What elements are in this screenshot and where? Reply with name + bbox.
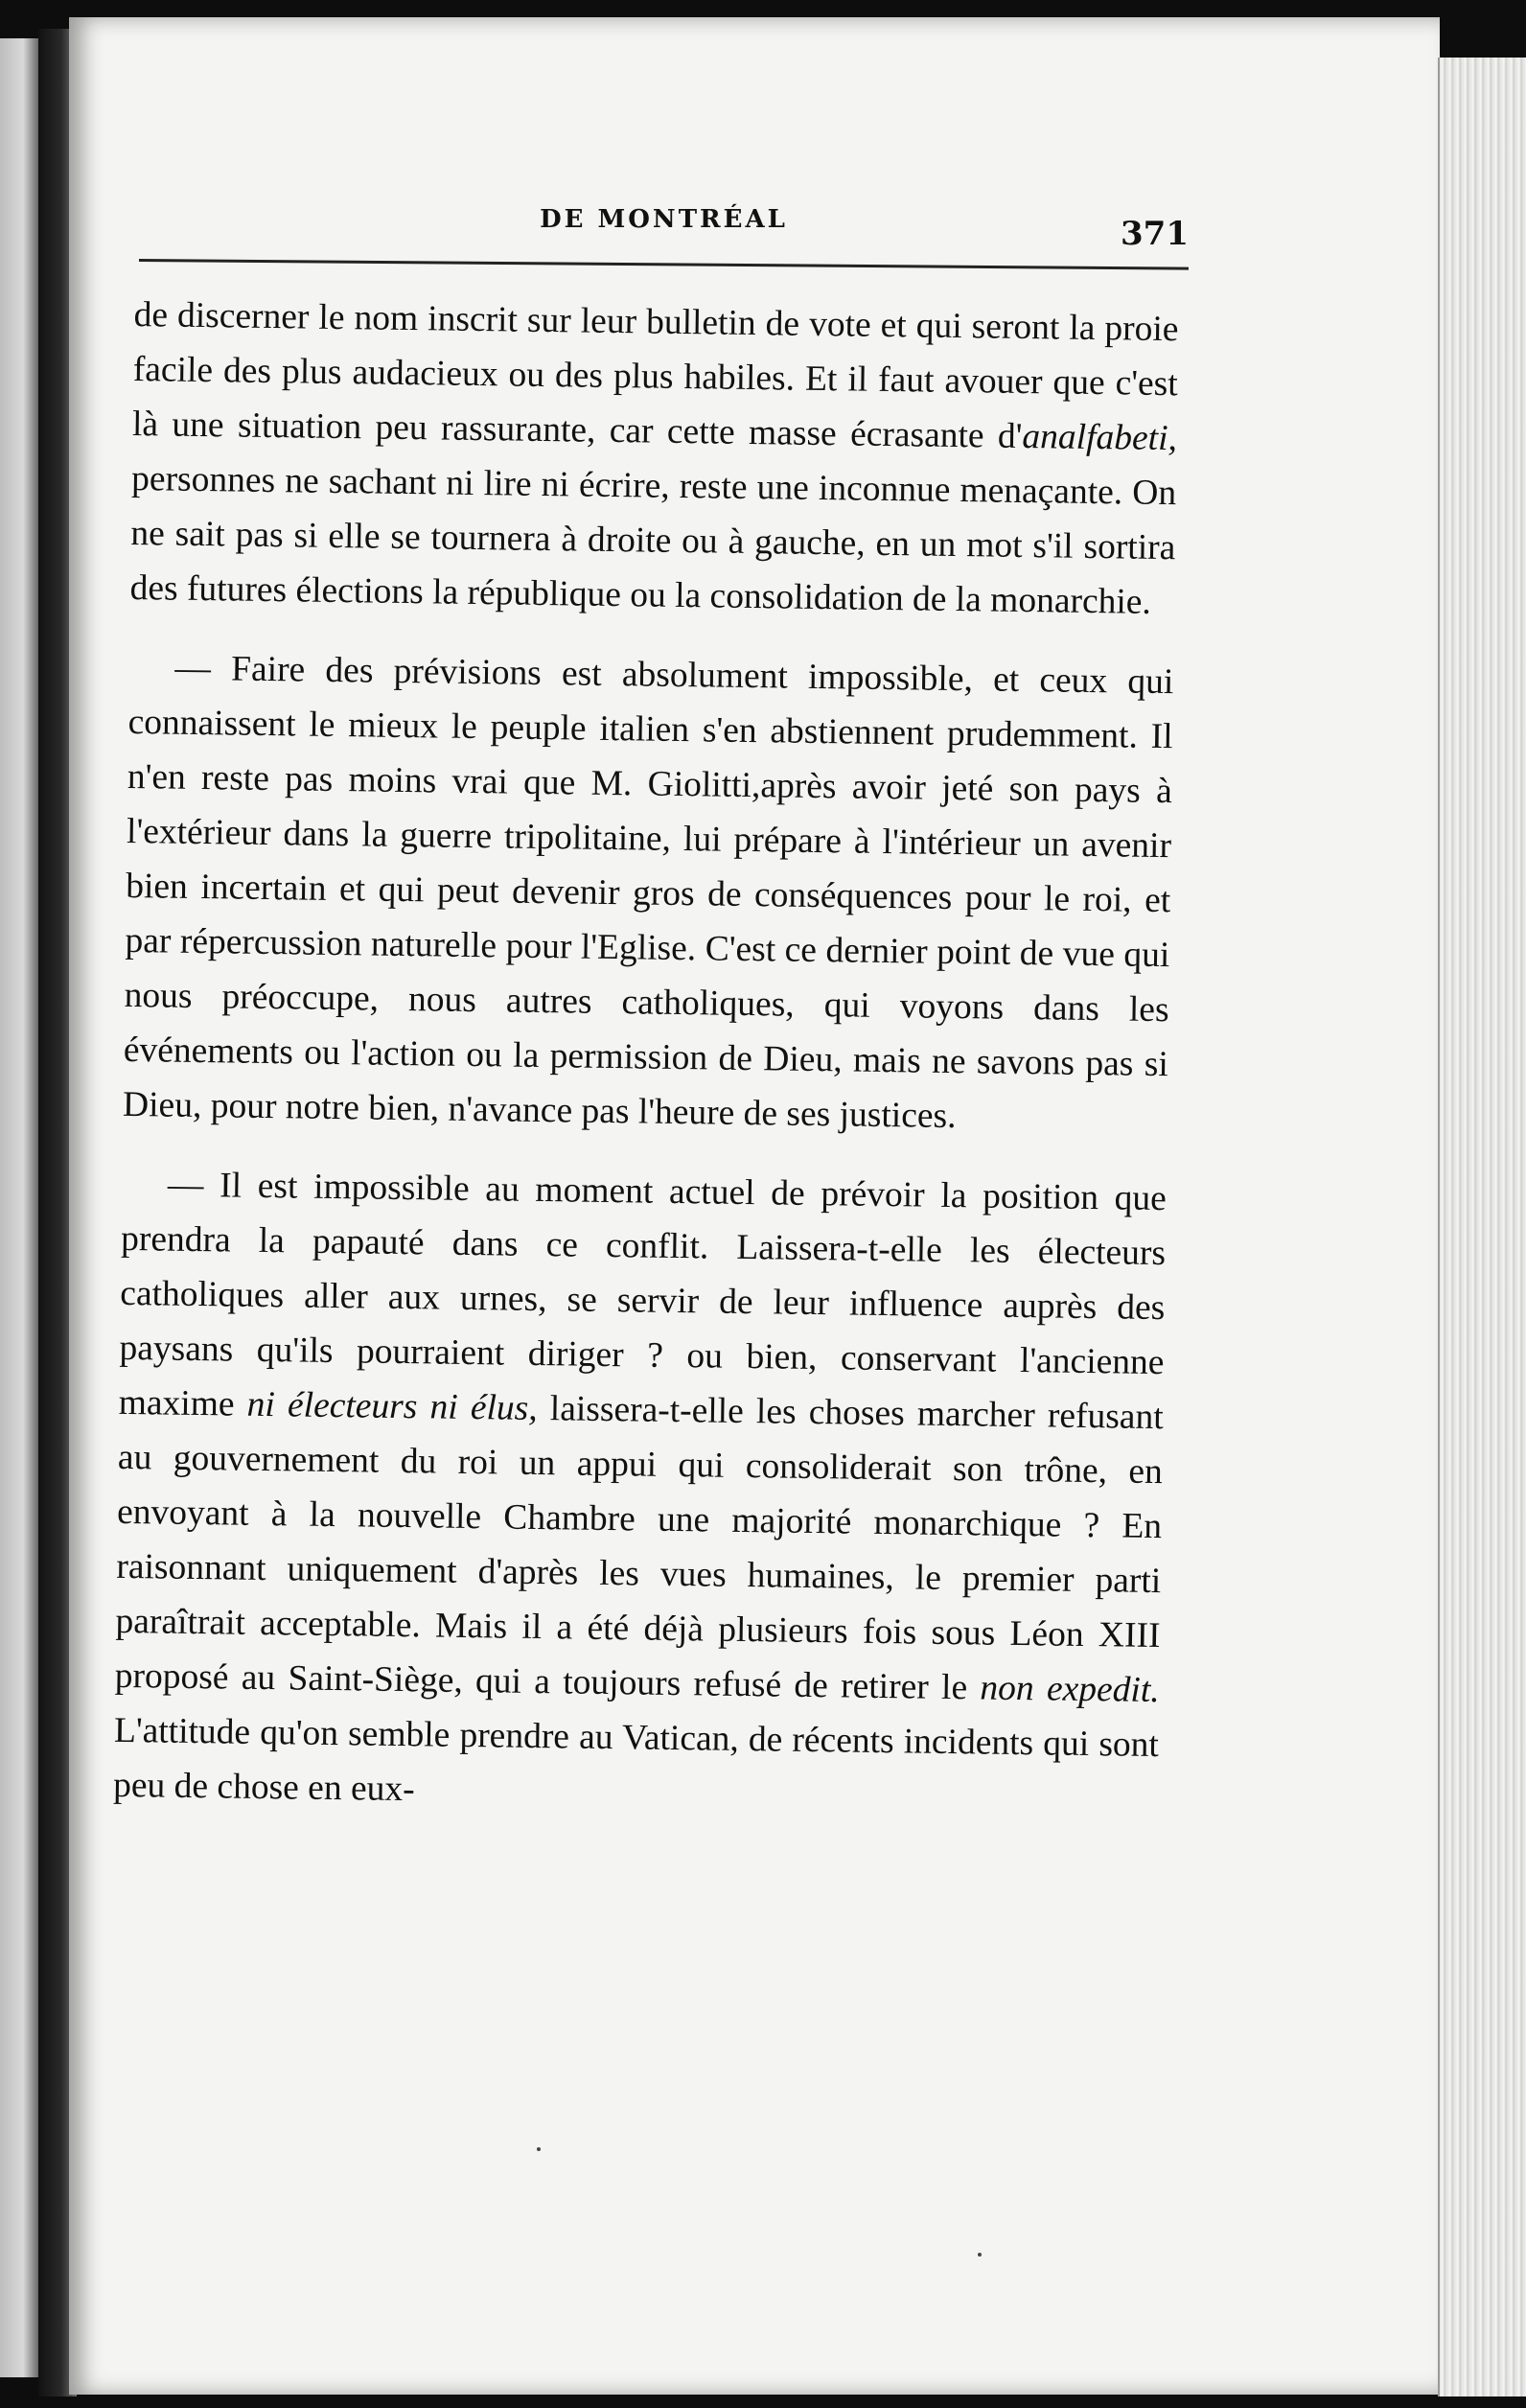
- paragraph-1: [129, 288, 1179, 630]
- body-text: [113, 288, 1179, 1827]
- paragraph-1-italic: analfabeti,: [1022, 416, 1178, 459]
- running-head: [139, 192, 1189, 268]
- paragraph-3-text-b: laissera-t-elle les choses marcher refusant au gouvernement du roi un appui qui consoliderait son trône, en envoyant à la nouvelle Chambre une majorité monarchique ? En raisonnant uniquement d'après les vues humaines, le premier parti paraîtrait acceptable. Mais il a été déjà plusieurs fois sous Léon XIII proposé au Saint-Siège, qui a toujours refusé de retirer le: [114, 1388, 1164, 1708]
- facing-page-edge: [0, 38, 38, 2377]
- paragraph-3-italic-a: ni électeurs ni élus,: [246, 1384, 538, 1428]
- page-number: 371: [1121, 215, 1189, 253]
- paragraph-3-italic-b: non expedit.: [980, 1668, 1160, 1711]
- ink-speck: [537, 2147, 541, 2151]
- paragraph-3-text-c: L'attitude qu'on semble prendre au Vatican, de récents incidents qui sont peu de chose en eux-: [112, 1710, 1160, 1810]
- paragraph-2: — Faire des prévisions est absolument impossible, et ceux qui connaissent le mieux le peuple italien s'en abstiennent prudemment. Il n'en reste pas moins vrai que M. Giolitti,après avoir jeté son pays à l'extérieur dans la guerre tripolitaine, lui prépare à l'intérieur un avenir bien incertain et qui peut devenir gros de conséquences pour le roi, et par répercussion naturelle pour l'Eglise. C'est ce dernier point de vue qui nous préoccupe, nous autres catholiques, qui voyons dans les événements ou l'action ou la permission de Dieu, mais ne savons pas si Dieu, pour notre bien, n'avance pas l'heure de ses justices.: [122, 648, 1174, 1137]
- paragraph-1-text-a: de discerner le nom inscrit sur leur bulletin de vote et qui seront la proie facile des plus audacieux ou des plus habiles. Et il faut avouer que c'est là une situation peu rassurante, car cette masse écrasante d': [131, 294, 1179, 456]
- stacked-page-edges: [1438, 58, 1526, 2396]
- ink-speck: [978, 2253, 982, 2257]
- header-rule: [139, 259, 1189, 270]
- paragraph-3: [113, 1157, 1167, 1827]
- paragraph-3-text-a: — Il est impossible au moment actuel de prévoir la position que prendra la papauté dans ce conflit. Laissera-t-elle les électeurs catholiques aller aux urnes, se servir de leur influence auprès des paysans qu'ils pourraient diriger ? ou bien, conservant l'ancienne maxime: [118, 1165, 1168, 1424]
- running-head-title: DE MONTRÉAL: [540, 205, 788, 234]
- paragraph-1-text-b: personnes ne sachant ni lire ni écrire, reste une inconnue menaçante. On ne sait pas si elle se tournera à droite ou à gauche, en un mot s'il sortira des futures élections la république ou la consolidation de la monarchie.: [129, 458, 1177, 622]
